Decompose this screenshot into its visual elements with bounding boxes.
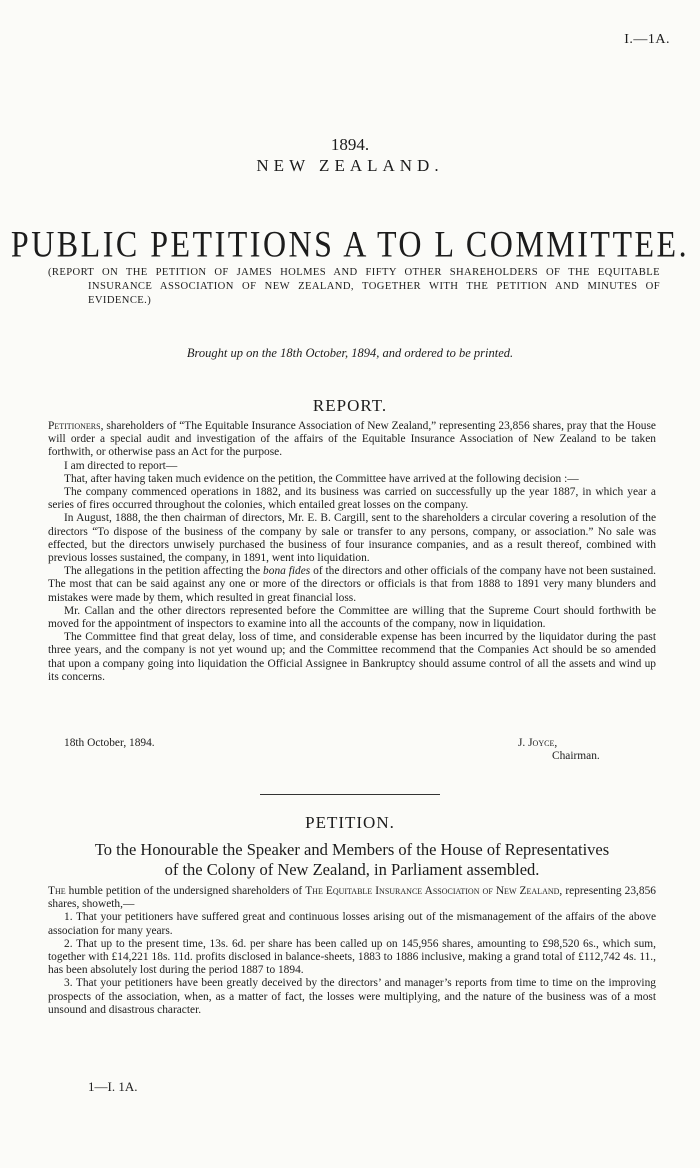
report-signer-role: Chairman. [552,750,600,762]
report-paragraph-6-b: of the directors and other officials of the company have not been sustained. The most that can be said against any one or more of the directors or officials is that from 1888 to 1891 very many blunders and mistakes were made by them, which resulted in great financial loss. [48,565,656,604]
report-paragraph-6-em: bona fides [263,565,311,578]
report-paragraph-1 [48,420,656,460]
report-paragraph-4: The company commenced operations in 1882, and its business was carried on successfully up the year 1887, in which year a series of fires occurred throughout the colonies, which entailed great losses on the company. [48,486,656,512]
report-paragraph-6 [48,565,656,605]
report-paragraph-5: In August, 1888, the then chairman of directors, Mr. E. B. Cargill, sent to the shareholders a circular covering a resolution of the directors “To dispose of the business of the company by sale or transfer to any persons, company, or association.” No sale was effected, but the directors unwisely purchased the business of four insurance companies, and as a result thereof, combined with previous losses sustained, the company, in 1891, went into liquidation. [48,512,656,565]
document-country: NEW ZEALAND. [256,156,444,175]
subtitle-line-1: (REPORT ON THE PETITION OF JAMES HOLMES AND FIFTY OTHER SHAREHOLDERS OF [48,267,561,278]
report-lead-word: Petitioners [48,420,101,432]
petition-association-name: The Equitable Insurance Association of New Zealand [305,885,560,897]
petition-intro-a: humble petition of the undersigned shareholders of [65,885,306,897]
section-divider [260,794,440,795]
page-signature-mark: 1—I. 1A. [88,1079,138,1094]
report-paragraph-6-a: The allegations in the petition affecting the [64,565,264,578]
report-paragraph-3: That, after having taken much evidence on the petition, the Committee have arrived at the following decision :— [64,472,579,485]
petition-item-2: 2. That up to the present time, 13s. 6d. per share has been called up on 145,956 shares, amounting to £98,520 6s., which sum, together with £14,221 18s. 11d. profits disclosed in balance-sheets, 1883 to 1886 inclusive, making a grand total of £112,742 4s. 11., has been absolutely lost during the period 1887 to 1894. [48,937,656,977]
petition-heading: PETITION. [305,813,395,832]
petition-body [48,885,656,1017]
document-title: PUBLIC PETITIONS A TO L COMMITTEE. [10,223,690,265]
petition-item-3: 3. That your petitioners have been greatly deceived by the directors’ and manager’s reports from time to time on the improving prospects of the association, when, as a matter of fact, the losses were multiplying, and the nature of the business was of a most unsound and disastrous character. [48,977,656,1016]
document-reference: I.—1A. [624,32,670,47]
report-body [48,420,656,684]
petition-intro-b: , representing 23,856 shares, showeth,— [48,885,656,911]
report-signer: J. Joyce, [518,737,558,749]
document-subtitle [48,266,660,308]
petition-lead-word: The [48,885,66,897]
petition-address [40,840,664,880]
petition-address-line-1: To the Honourable the Speaker and Members of the House of Representatives [94,840,610,859]
petition-item-1: 1. That your petitioners have suffered great and continuous losses arising out of the mismanagement of the affairs of the above association for many years. [48,911,656,937]
report-paragraph-2: I am directed to report— [64,459,178,472]
petition-intro [48,885,656,911]
document-year: 1894. [330,135,370,154]
petition-address-line-2: of the Colony of New Zealand, in Parliament assembled. [164,860,540,879]
report-paragraph-1-text: , shareholders of “The Equitable Insurance Association of New Zealand,” representing 23,856 shares, pray that the House will order a special audit and investigation of the affairs of the Equitable Insurance Association of New Zealand to be taken forthwith, or otherwise pass an Act for the purpose. [48,420,656,459]
report-heading: REPORT. [312,396,388,415]
subtitle-line-2: THE EQUITABLE INSURANCE ASSOCIATION OF NEW ZEALAND, TOGETHER WITH THE [88,267,660,292]
report-paragraph-7: Mr. Callan and the other directors represented before the Committee are willing that the Supreme Court should forthwith be moved for the appointment of inspectors to examine into all the accounts of the company, now in liquidation. [48,604,656,631]
report-date: 18th October, 1894. [64,737,155,749]
brought-up-notice: Brought up on the 18th October, 1894, and ordered to be printed. [186,346,514,360]
subtitle-line-3: PETITION AND MINUTES OF EVIDENCE.) [88,281,660,306]
report-paragraph-8: The Committee find that great delay, loss of time, and considerable expense has been incurred by the liquidator during the past three years, and the company is not yet wound up; and the Committee recommend that the Companies Act should be so amended that upon a company going into liquidation the Official Assignee in Bankruptcy should assume control of all the assets and wind up its concerns. [48,631,656,683]
